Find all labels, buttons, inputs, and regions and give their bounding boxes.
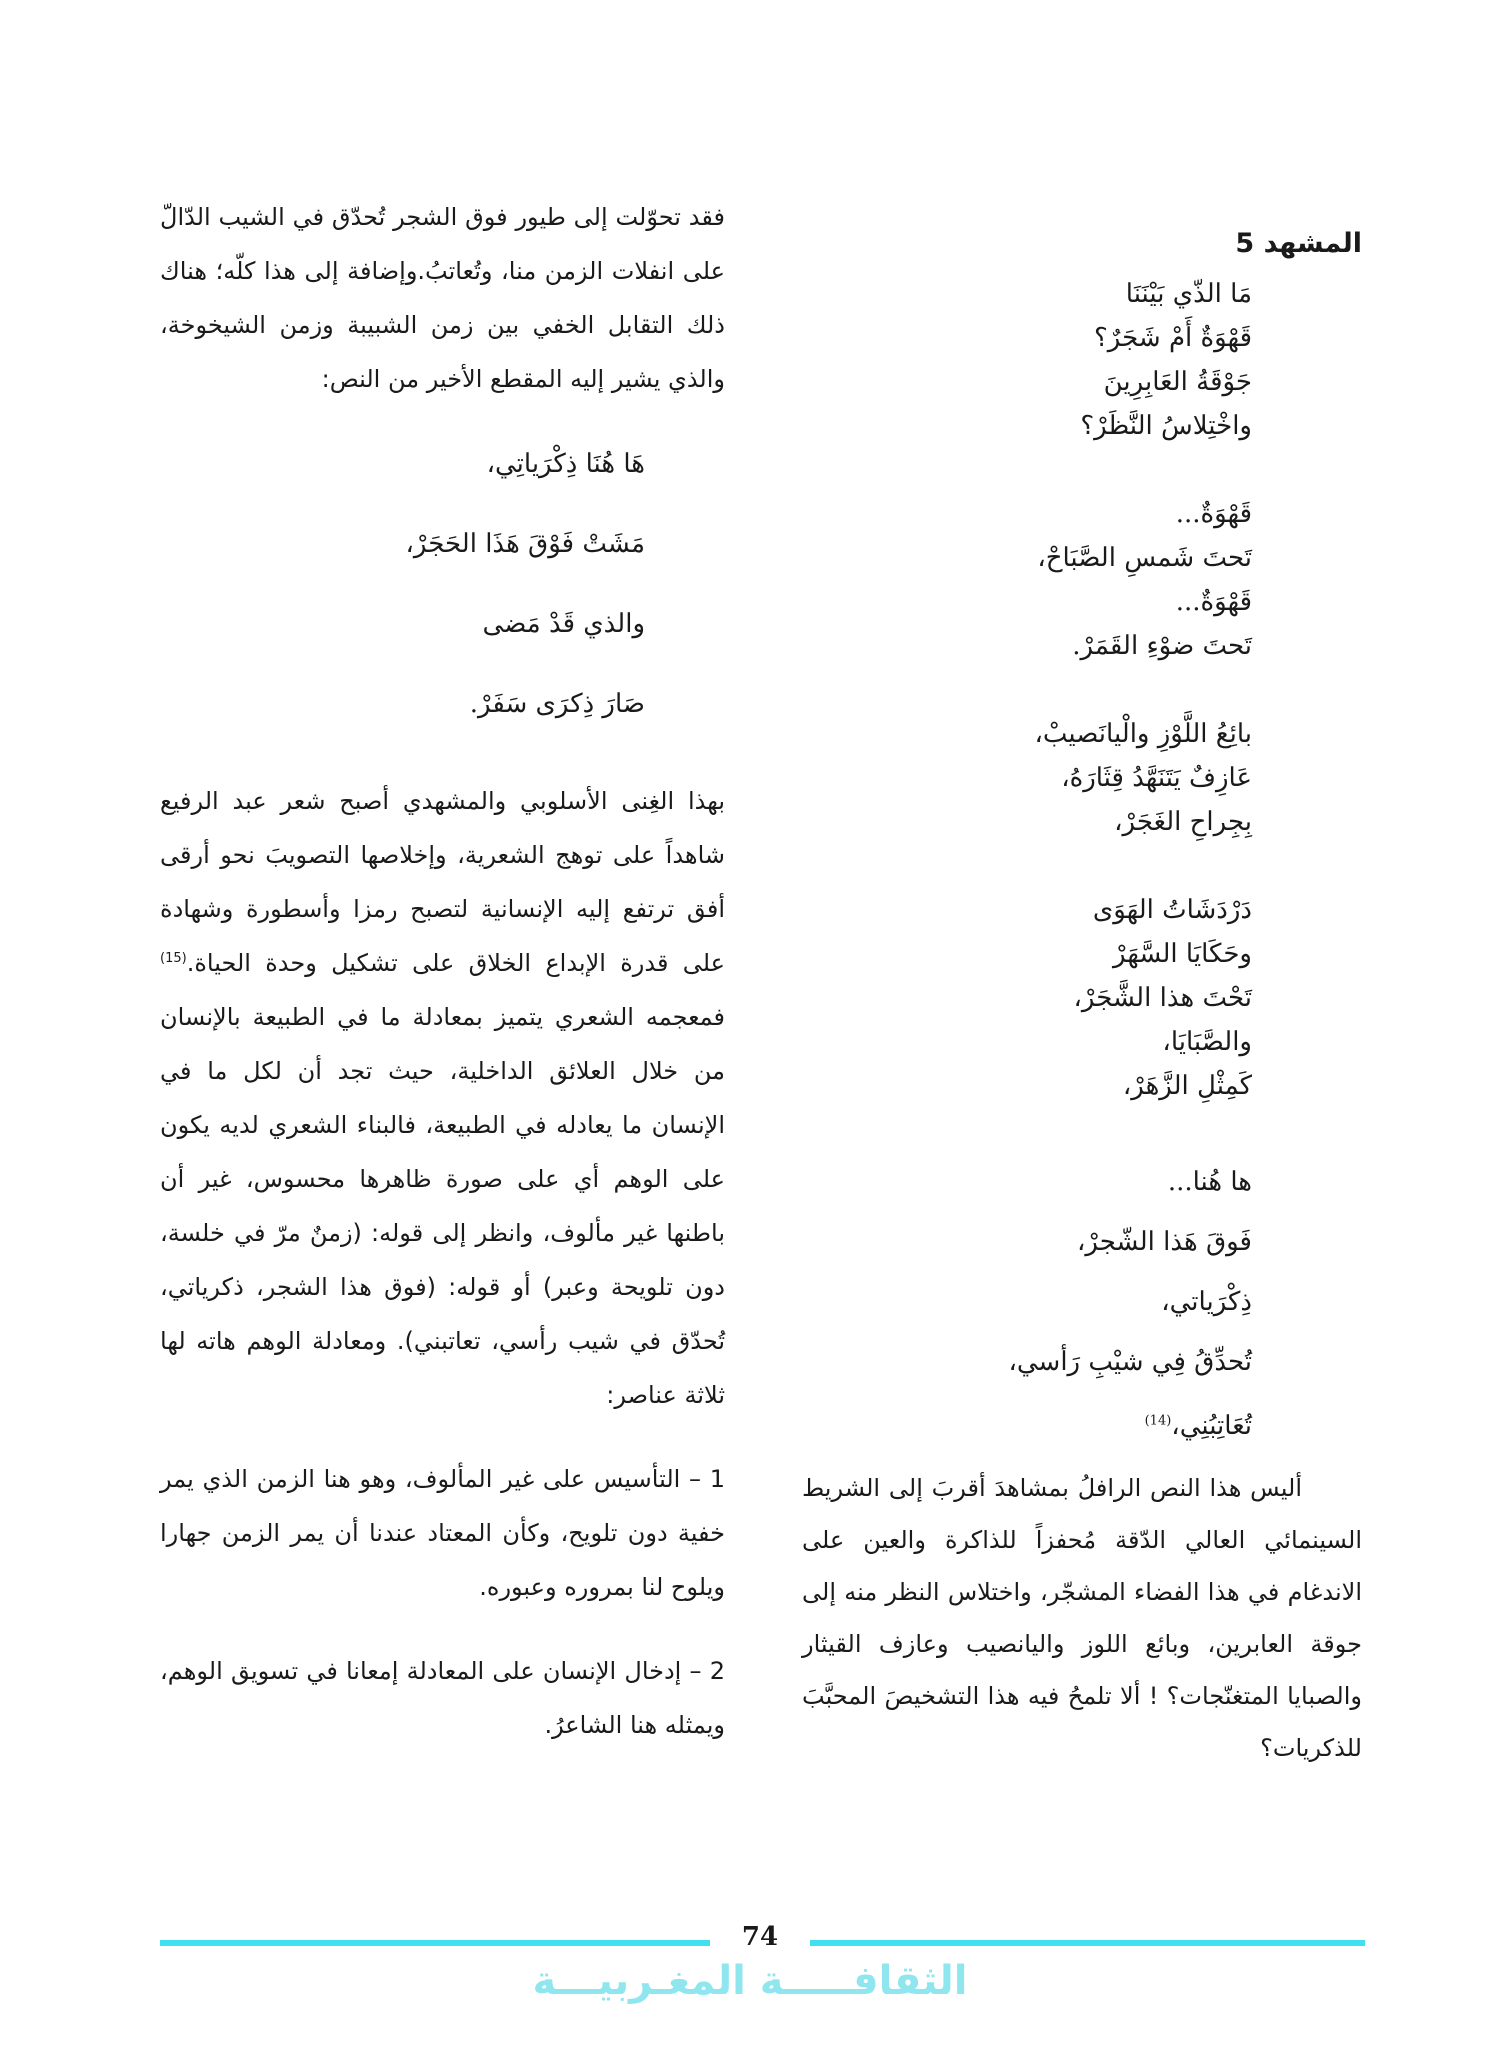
poem-line: قَهْوَةٌ أَمْ شَجَرٌ؟	[1093, 323, 1252, 353]
poem-line	[802, 1396, 1252, 1456]
poem-stanza-3	[802, 712, 1252, 844]
poem-line: مَا الذّي بَيْنَنَا	[1125, 279, 1252, 309]
poem-line: كَمِثْلِ الزَّهَرْ،	[1122, 1071, 1252, 1101]
poem-line: دَرْدَشَاتُ الهَوَى	[1092, 895, 1252, 925]
poem-line: ذِكْرَياتي،	[1161, 1287, 1252, 1317]
poem-line: واخْتِلاسُ النَّظَرْ؟	[1080, 411, 1252, 441]
poem-line: بائِعُ اللَّوْزِ والْيانَصيبْ،	[1034, 719, 1252, 749]
poem-line: فَوقَ هَذا الشّجرْ،	[1076, 1227, 1252, 1257]
quote-line: صَارَ ذِكرَى سَفَرْ.	[469, 689, 645, 719]
poem-line: وحَكَايَا السَّهَرْ	[1112, 939, 1252, 969]
journal-title: الثقافـــــة المغـربيـــة	[532, 1958, 968, 2004]
poem-line: جَوْقَةُ العَابِرِينَ	[1103, 367, 1252, 397]
poem-stanza-5	[802, 1152, 1252, 1456]
poem-line: عَازِفٌ يَتَنَهَّدُ قِثَارَهُ،	[1061, 763, 1252, 793]
right-paragraph: أليس هذا النص الرافلُ بمشاهدَ أقربَ إلى الشريط السينمائي العالي الدّقة مُحفزاً للذاكرة والعين على الاندغام في هذا الفضاء المشجّر، واختلاس النظر منه إلى جوقة العابرين، وبائع اللوز واليانصيب وعازف القيثار والصبايا المتغنّجات؟ ! ألا تلمحُ فيه هذا التشخيصَ المحبَّبَ للذكريات؟	[802, 1474, 1362, 1762]
poem-last-line-text: تُعَاتِبُنِي،	[1171, 1411, 1252, 1441]
footer-rule-right	[810, 1940, 1365, 1946]
poem	[802, 272, 1252, 1456]
poem-line: تُحدِّقُ فِي شيْبِ رَأسي،	[1008, 1347, 1252, 1377]
quote-line: مَشَتْ فَوْقَ هَذَا الحَجَرْ،	[405, 529, 645, 559]
list-item-2: 2 – إدخال الإنسان على المعادلة إمعانا في تسويق الوهم، ويمثله هنا الشاعرُ.	[160, 1657, 725, 1739]
poem-line: ها هُنا...	[1167, 1167, 1252, 1197]
left-paragraph-1: فقد تحوّلت إلى طيور فوق الشجر تُحدّق في الشيب الدّالّ على انفلات الزمن منا، وتُعاتبُ.وإضافة إلى هذا كلّه؛ هناك ذلك التقابل الخفي بين زمن الشبيبة وزمن الشيخوخة، والذي يشير إليه المقطع الأخير من النص:	[160, 203, 725, 393]
poem-line: بِجِراحِ الغَجَرْ،	[1114, 807, 1252, 837]
list-item-1: 1 – التأسيس على غير المألوف، وهو هنا الزمن الذي يمر خفية دون تلويح، وكأن المعتاد عندنا أن يمر الزمن جهارا ويلوح لنا بمروره وعبوره.	[160, 1465, 725, 1601]
quote-line: هَا هُنَا ذِكْرَياتِي،	[486, 449, 645, 479]
poem-stanza-4	[802, 888, 1252, 1108]
paragraph-text: فمعجمه الشعري يتميز بمعادلة ما في الطبيعة بالإنسان من خلال العلائق الداخلية، حيث تجد أن لكل ما في الإنسان ما يعادله في الطبيعة، فالبناء الشعري لديه يكون على الوهم أي على صورة ظاهرها محسوس، غير أن باطنها غير مألوف، وانظر إلى قوله: (زمنٌ مرّ في خلسة، دون تلويحة وعبر) أو قوله: (فوق هذا الشجر، ذكرياتي، تُحدّق في شيب رأسي، تعاتبني). ومعادلة الوهم هاته لها ثلاثة عناصر:	[160, 1003, 725, 1409]
page-number: 74	[741, 1922, 779, 1952]
poem-line: تَحتَ ضوْءِ القَمَرْ.	[1072, 631, 1252, 661]
poem-stanza-1	[802, 272, 1252, 448]
left-column	[160, 190, 725, 1752]
poem-line: قَهْوَةٌ...	[1175, 499, 1252, 529]
paragraph-text: بهذا الغِنى الأسلوبي والمشهدي أصبح شعر عبد الرفيع شاهداً على توهج الشعرية، وإخلاصها التصويبَ نحو أرقى أفق ترتفع إليه الإنسانية لتصبح رمزا وأسطورة وشهادة على قدرة الإبداع الخلاق على تشكيل وحدة الحياة.	[160, 787, 725, 977]
footer-rule-left	[160, 1940, 710, 1946]
poem-line: تَحْتَ هذا الشَّجَرْ،	[1073, 983, 1252, 1013]
poem-line: والصَّبَايَا،	[1162, 1027, 1252, 1057]
quoted-stanza	[160, 424, 645, 744]
scene-heading: المشهد 5	[1235, 228, 1362, 259]
right-column	[802, 218, 1362, 1774]
footnote-marker: (15)	[160, 951, 187, 966]
poem-line: تَحتَ شَمسِ الصَّبَاحْ،	[1037, 543, 1252, 573]
poem-stanza-2	[802, 492, 1252, 668]
left-paragraph-2	[160, 774, 725, 1422]
poem-line: قَهْوَةٌ...	[1175, 587, 1252, 617]
footnote-marker: (14)	[1144, 1413, 1172, 1429]
quote-line: والذي قَدْ مَضى	[482, 609, 645, 639]
